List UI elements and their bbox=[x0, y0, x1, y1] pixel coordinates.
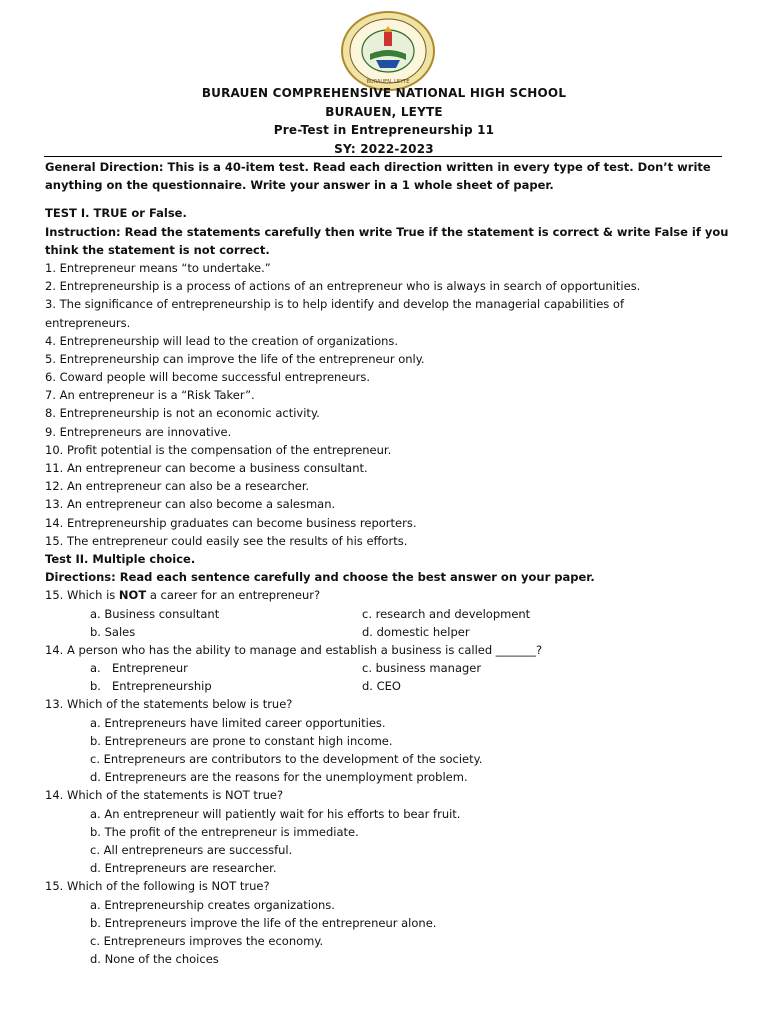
test-2-title: Test II. Multiple choice. bbox=[45, 551, 196, 566]
tf-item: 10. Profit potential is the compensation of the entrepreneur. bbox=[45, 442, 392, 457]
mc-question-1-pre: 15. Which is bbox=[45, 588, 119, 603]
mc-question-1-emphasis: NOT bbox=[118, 588, 147, 603]
mc-option: a. An entrepreneur will patiently wait for his efforts to bear fruit. bbox=[90, 806, 461, 821]
tf-item: 4. Entrepreneurship will lead to the creation of organizations. bbox=[45, 333, 399, 348]
tf-item: 3. The significance of entrepreneurship is to help identify and develop the managerial capabilities of bbox=[45, 297, 625, 312]
school-name: BURAUEN COMPREHENSIVE NATIONAL HIGH SCHOOL bbox=[201, 86, 567, 100]
mc-option-text: Entrepreneurship bbox=[112, 679, 212, 694]
tf-item: 15. The entrepreneur could easily see the results of his efforts. bbox=[45, 533, 408, 548]
test-2-directions: Directions: Read each sentence carefully and choose the best answer on your paper. bbox=[45, 570, 595, 585]
mc-question-4: 14. Which of the statements is NOT true? bbox=[45, 788, 284, 803]
mc-options-row bbox=[45, 623, 721, 641]
mc-option bbox=[45, 677, 362, 695]
header-divider bbox=[44, 156, 722, 157]
test-1-title: TEST I. TRUE or False. bbox=[45, 206, 187, 221]
mc-option-text: Entrepreneur bbox=[112, 661, 188, 676]
mc-options-row bbox=[45, 605, 721, 623]
mc-question-5: 15. Which of the following is NOT true? bbox=[45, 879, 270, 894]
tf-item: 11. An entrepreneur can become a business consultant. bbox=[45, 461, 368, 475]
test-title: Pre-Test in Entrepreneurship 11 bbox=[273, 123, 495, 137]
mc-options-row bbox=[45, 677, 721, 695]
mc-option: a. Entrepreneurship creates organizations. bbox=[90, 897, 335, 912]
tf-item: 1. Entrepreneur means “to undertake.” bbox=[45, 260, 271, 275]
document-header bbox=[0, 84, 768, 158]
mc-option-letter: a. bbox=[90, 661, 101, 676]
school-seal-logo bbox=[340, 10, 436, 92]
mc-option: d. domestic helper bbox=[362, 624, 470, 639]
mc-option: c. business manager bbox=[362, 661, 482, 676]
mc-option-letter: b. bbox=[90, 679, 101, 694]
test-1-instruction-1: Instruction: Read the statements carefully then write True if the statement is correct & write False if you bbox=[45, 224, 729, 239]
school-location: BURAUEN, LEYTE bbox=[325, 104, 443, 119]
tf-item: 9. Entrepreneurs are innovative. bbox=[45, 424, 232, 439]
mc-question-2: 14. A person who has the ability to manage and establish a business is called _______? bbox=[45, 642, 543, 657]
mc-option: d. Entrepreneurs are researcher. bbox=[90, 861, 277, 876]
general-direction-line-2: anything on the questionnaire. Write your answer in a 1 whole sheet of paper. bbox=[45, 178, 554, 193]
school-year: SY: 2022-2023 bbox=[334, 141, 434, 156]
tf-item: 5. Entrepreneurship can improve the life of the entrepreneur only. bbox=[45, 351, 425, 366]
tf-item-continuation: entrepreneurs. bbox=[45, 315, 131, 330]
mc-question-1 bbox=[45, 586, 721, 604]
mc-option: d. CEO bbox=[362, 679, 401, 694]
mc-option: b. The profit of the entrepreneur is immediate. bbox=[90, 824, 359, 839]
mc-question-3: 13. Which of the statements below is true? bbox=[45, 697, 293, 712]
mc-option: c. All entrepreneurs are successful. bbox=[90, 842, 293, 857]
mc-option: b. Sales bbox=[90, 624, 136, 639]
tf-item: 6. Coward people will become successful entrepreneurs. bbox=[45, 370, 371, 385]
mc-option: c. research and development bbox=[362, 606, 531, 621]
mc-option: a. Business consultant bbox=[90, 606, 220, 621]
tf-item: 2. Entrepreneurship is a process of actions of an entrepreneur who is always in search of opportunities. bbox=[45, 279, 641, 294]
mc-option: d. Entrepreneurs are the reasons for the unemployment problem. bbox=[90, 770, 468, 785]
tf-item: 14. Entrepreneurship graduates can become business reporters. bbox=[45, 515, 417, 530]
tf-item: 13. An entrepreneur can also become a salesman. bbox=[45, 497, 336, 512]
mc-option: b. Entrepreneurs improve the life of the entrepreneur alone. bbox=[90, 915, 437, 930]
mc-options-row bbox=[45, 659, 721, 677]
test-content bbox=[45, 158, 729, 968]
test-1-instruction-2: think the statement is not correct. bbox=[45, 242, 270, 257]
general-direction-line-1: General Direction: This is a 40-item test. Read each direction written in every type of test. Don’t write bbox=[45, 160, 711, 174]
svg-text:BURAUEN, LEYTE: BURAUEN, LEYTE bbox=[366, 79, 410, 85]
mc-option bbox=[45, 659, 362, 677]
mc-question-1-post: a career for an entrepreneur? bbox=[146, 588, 321, 603]
mc-option: c. Entrepreneurs are contributors to the development of the society. bbox=[90, 752, 483, 766]
tf-item: 12. An entrepreneur can also be a researcher. bbox=[45, 479, 310, 494]
tf-item: 7. An entrepreneur is a “Risk Taker”. bbox=[45, 388, 255, 403]
tf-item: 8. Entrepreneurship is not an economic activity. bbox=[45, 406, 320, 421]
mc-option: c. Entrepreneurs improves the economy. bbox=[90, 933, 324, 948]
mc-option: a. Entrepreneurs have limited career opportunities. bbox=[90, 715, 386, 730]
mc-option: b. Entrepreneurs are prone to constant high income. bbox=[90, 733, 393, 748]
mc-option: d. None of the choices bbox=[90, 952, 219, 967]
